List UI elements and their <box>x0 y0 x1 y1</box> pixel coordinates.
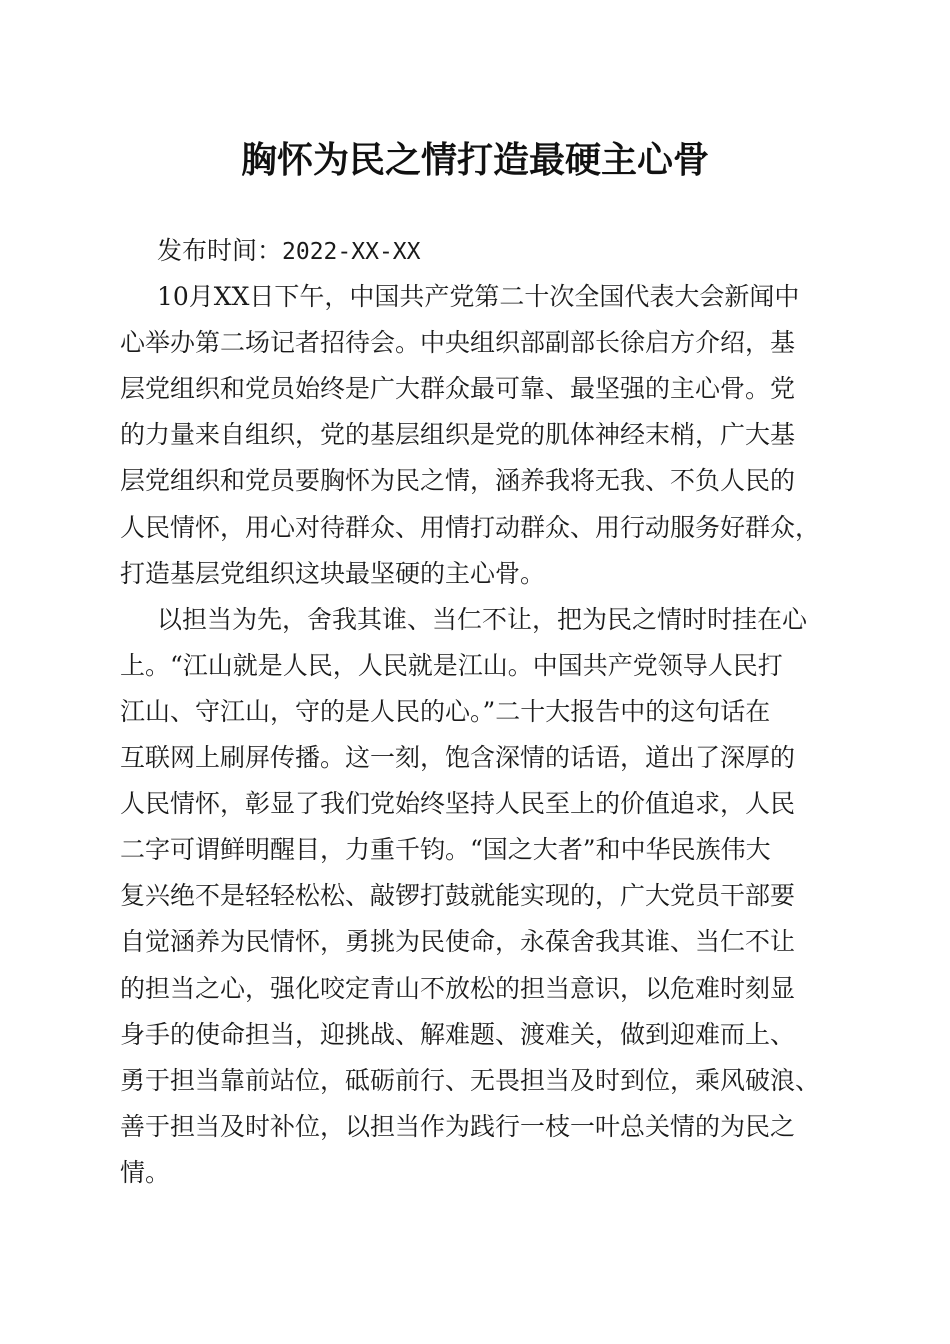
paragraph-line: 勇于担当靠前站位，砥砺前行、无畏担当及时到位，乘风破浪、 <box>120 1065 821 1095</box>
paragraph-line: 人民情怀，用心对待群众、用情打动群众、用行动服务好群众， <box>120 512 821 542</box>
paragraph-line: 自觉涵养为民情怀，勇挑为民使命，永葆舍我其谁、当仁不让 <box>120 927 796 957</box>
paragraph-line: 心举办第二场记者招待会。中央组织部副部长徐启方介绍，基 <box>120 328 796 358</box>
paragraph-line: 互联网上刷屏传播。这一刻，饱含深情的话语，道出了深厚的 <box>120 743 796 773</box>
paragraph-line: 江山、守江山，守的是人民的心。”二十大报告中的这句话在 <box>120 696 771 726</box>
paragraph-line: 以担当为先，舍我其谁、当仁不让，把为民之情时时挂在心 <box>157 604 808 634</box>
paragraph-line: 的力量来自组织，党的基层组织是党的肌体神经末梢，广大基 <box>120 420 796 450</box>
paragraph-line: 善于担当及时补位，以担当作为践行一枝一叶总关情的为民之 <box>120 1111 796 1141</box>
paragraph-line: 的担当之心，强化咬定青山不放松的担当意识，以危难时刻显 <box>120 973 796 1003</box>
paragraph-line: 身手的使命担当，迎挑战、解难题、渡难关，做到迎难而上、 <box>120 1019 796 1049</box>
paragraph-line: 层党组织和党员始终是广大群众最可靠、最坚强的主心骨。党 <box>120 374 796 404</box>
paragraph-line: 打造基层党组织这块最坚硬的主心骨。 <box>120 558 546 588</box>
publish-info <box>120 228 832 274</box>
paragraph-line: 二字可谓鲜明醒目，力重千钧。“国之大者”和中华民族伟大 <box>120 835 771 865</box>
paragraph-2 <box>120 597 832 1196</box>
paragraph-line: 10月XX日下午，中国共产党第二十次全国代表大会新闻中 <box>157 282 800 312</box>
paragraph-1 <box>120 274 832 597</box>
paragraph-line: 复兴绝不是轻轻松松、敲锣打鼓就能实现的，广大党员干部要 <box>120 881 796 911</box>
paragraph-line: 人民情怀，彰显了我们党始终坚持人民至上的价值追求，人民 <box>120 789 796 819</box>
document-title: 胸怀为民之情打造最硬主心骨 <box>240 139 709 181</box>
publish-date: 2022-XX-XX <box>282 239 421 265</box>
paragraph-line: 上。“江山就是人民，人民就是江山。中国共产党领导人民打 <box>120 650 783 680</box>
document-body <box>120 228 832 1196</box>
paragraph-line: 情。 <box>120 1157 171 1187</box>
paragraph-line: 层党组织和党员要胸怀为民之情，涵养我将无我、不负人民的 <box>120 466 796 496</box>
publish-label: 发布时间： <box>157 236 283 265</box>
